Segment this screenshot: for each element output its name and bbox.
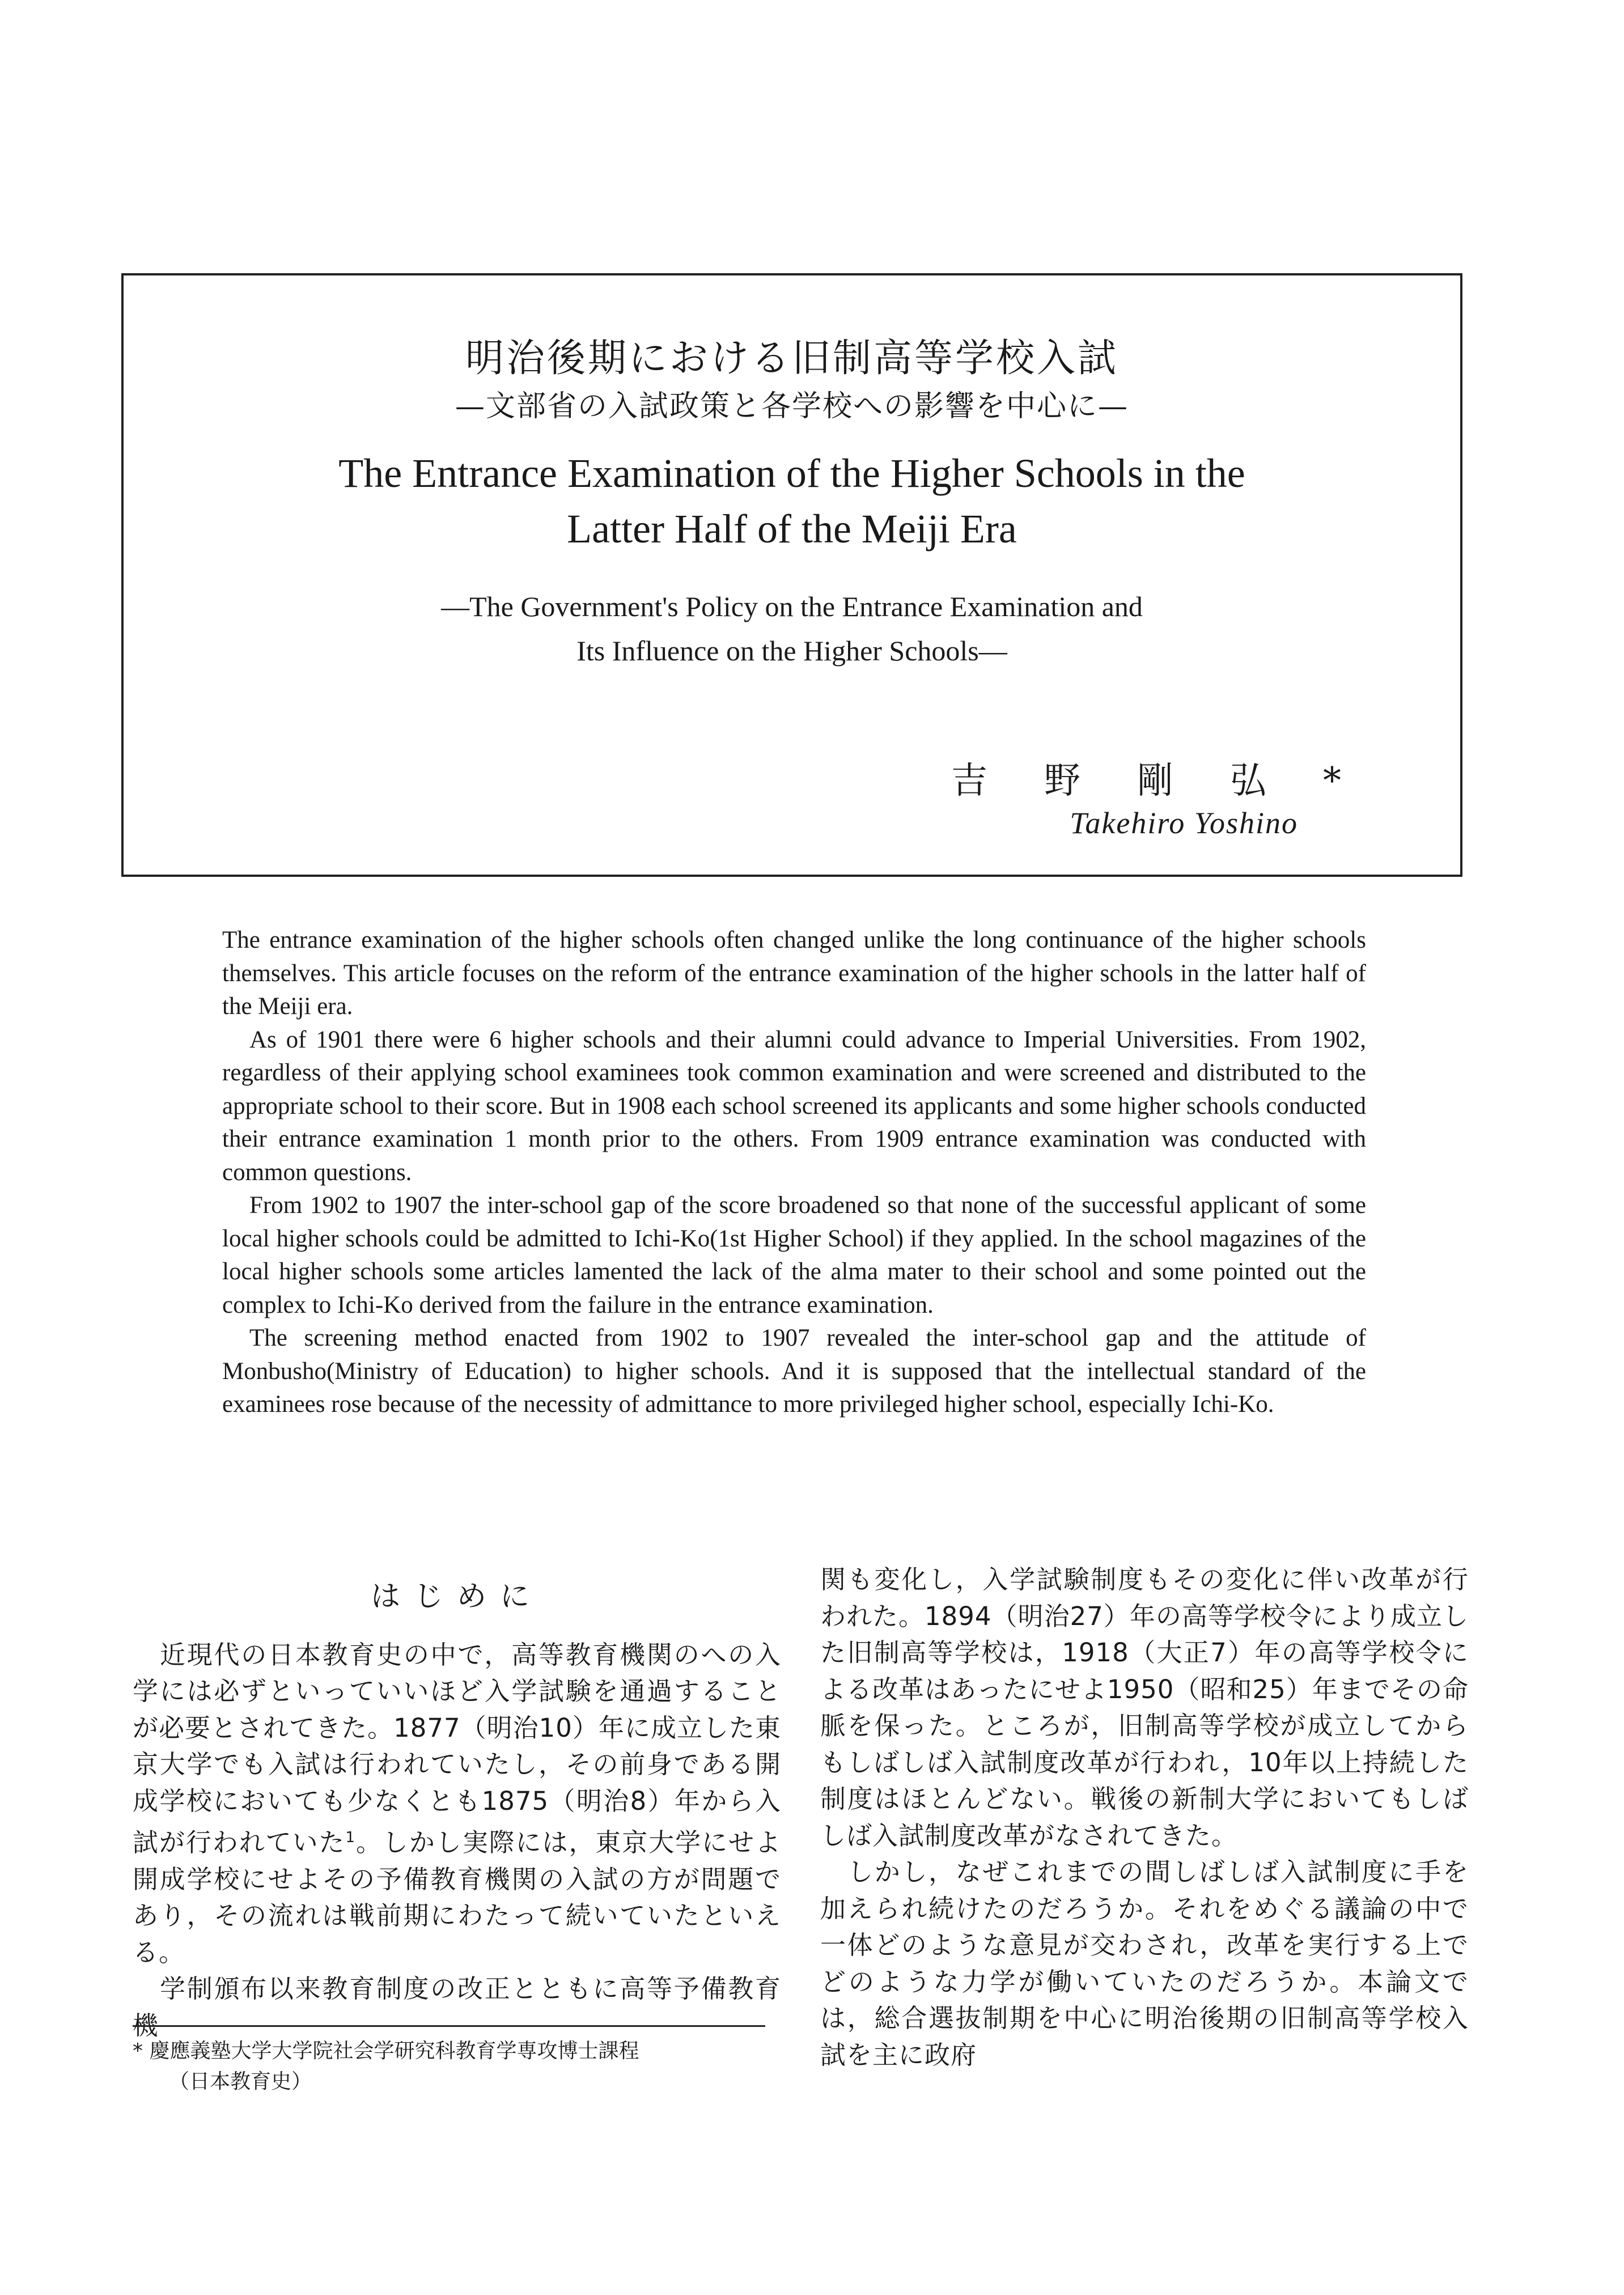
body-text: 。しかし実際には，東京大学にせよ開成学校にせよその予備教育機関の入試の方が問題であり，その流れは戦前期にわたって続いていたといえる。 <box>133 1827 781 1967</box>
english-subtitle <box>124 584 1460 673</box>
author-name-japanese: 吉野剛弘* <box>951 760 1398 802</box>
english-title <box>124 446 1460 557</box>
footnote-line: （日本教育史） <box>169 2070 312 2093</box>
english-subtitle-line-1: —The Government's Policy on the Entrance Examination and <box>441 591 1143 622</box>
footnote-reference[interactable]: 1 <box>345 1829 356 1846</box>
footnote-divider <box>133 2025 765 2027</box>
abstract-paragraph: As of 1901 there were 6 higher schools and their alumni could advance to Imperial Universities. From 1902, regardless of their applying school examinees took common examination and were screened and distributed to the appropriate school to their score. But in 1908 each school screened its applicants and some higher schools conducted their entrance examination 1 month prior to the others. From 1909 entrance examination was conducted with common questions. <box>222 1026 1366 1186</box>
abstract <box>222 924 1366 1422</box>
body-column-left <box>133 1562 781 2044</box>
abstract-paragraph: The entrance examination of the higher schools often changed unlike the long continuance of the higher schools themselves. This article focuses on the reform of the entrance examination of the higher schools in the latter half of the Meiji era. <box>222 927 1366 1020</box>
body-paragraph <box>133 1637 781 1971</box>
footnote-line: * 慶應義塾大学大学院社会学研究科教育学専攻博士課程 <box>133 2039 639 2063</box>
footnote <box>133 2036 765 2097</box>
body-paragraph: 学制頒布以来教育制度の改正とともに高等予備教育機 <box>133 1974 781 2041</box>
japanese-subtitle: —文部省の入試政策と各学校への影響を中心に— <box>455 389 1129 423</box>
body-paragraph: しかし，なぜこれまでの間しばしば入試制度に手を加えられ続けたのだろうか。それをめぐる議論の中で一体どのような意見が交わされ，改革を実行する上でどのような力学が働いていたのだろうか。本論文では，総合選抜制期を中心に明治後期の旧制高等学校入試を主に政府 <box>820 1857 1469 2070</box>
japanese-title: 明治後期における旧制高等学校入試 <box>465 336 1118 381</box>
abstract-paragraph: From 1902 to 1907 the inter-school gap of the score broadened so that none of the successful applicant of some local higher schools could be admitted to Ichi-Ko(1st Higher School) if they applied. In the school magazines of the local higher schools some articles lamented the lack of the alma mater to their school and some pointed out the complex to Ichi-Ko derived from the failure in the entrance examination. <box>222 1192 1366 1318</box>
body-column-right <box>820 1562 1469 2073</box>
section-heading: はじめに <box>370 1580 543 1614</box>
english-subtitle-line-2: Its Influence on the Higher Schools— <box>576 635 1007 667</box>
body-paragraph: 関も変化し，入学試験制度もその変化に伴い改革が行われた。1894（明治27）年の高等学校令により成立した旧制高等学校は，1918（大正7）年の高等学校令による改革はあったにせよ1950（昭和25）年までその命脈を保った。ところが，旧制高等学校が成立してからもしばしば入試制度改革が行われ，10年以上持続した制度はほとんどない。戦後の新制大学においてもしばしば入試制度改革がなされてきた。 <box>820 1564 1469 1851</box>
author-name-english: Takehiro Yoshino <box>1070 806 1298 840</box>
body-text: 近現代の日本教育史の中で，高等教育機関のへの入学には必ずといっていいほど入学試験を通過することが必要とされてきた。1877（明治10）年に成立した東京大学でも入試は行われていたし，その前身である開成学校においても少なくとも1875（明治8）年から入試が行われていた <box>133 1639 781 1857</box>
title-box <box>121 273 1462 877</box>
english-title-line-2: Latter Half of the Meiji Era <box>567 506 1017 552</box>
abstract-paragraph: The screening method enacted from 1902 to 1907 revealed the inter-school gap and the attitude of Monbusho(Ministry of Education) to higher schools. And it is supposed that the intellectual standard of the examinees rose because of the necessity of admittance to more privileged higher school, especially Ichi-Ko. <box>222 1325 1366 1418</box>
english-title-line-1: The Entrance Examination of the Higher Schools in the <box>338 451 1245 496</box>
